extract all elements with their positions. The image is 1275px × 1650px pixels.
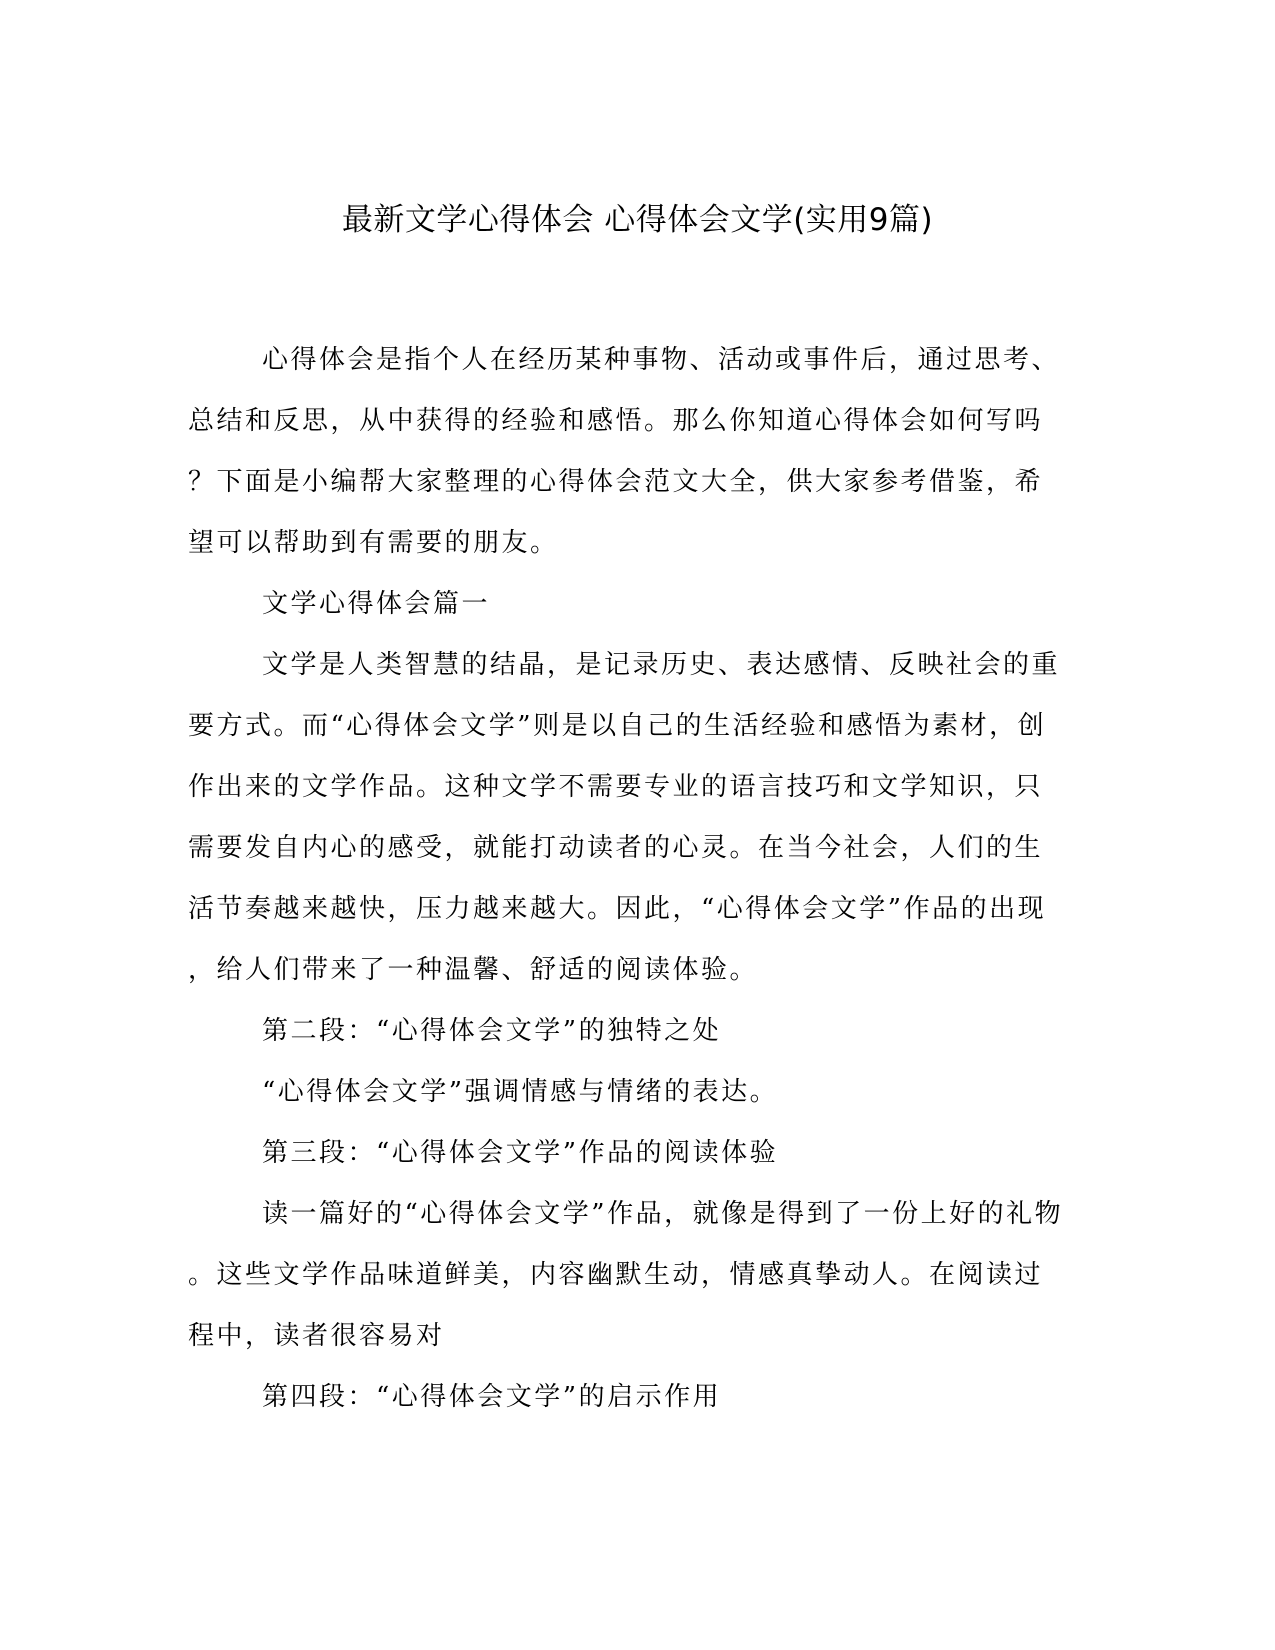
text-line: 第二段：“心得体会文学”的独特之处 [262,1016,722,1046]
intro-paragraph [188,330,1072,574]
subsection-heading [188,1001,1072,1062]
text-line: 。这些文学作品味道鲜美，内容幽默生动，情感真挚动人。在阅读过 [188,1260,1044,1290]
section-heading [188,574,1072,635]
body-paragraph [188,635,1072,1001]
text-line: 望可以帮助到有需要的朋友。 [188,528,559,558]
text-line: 文学是人类智慧的结晶，是记录历史、表达感情、反映社会的重 [262,650,1061,680]
subsection-heading [188,1367,1072,1428]
text-line: 第三段：“心得体会文学”作品的阅读体验 [262,1138,779,1168]
text-line: 活节奏越来越快，压力越来越大。因此，“心得体会文学”作品的出现 [188,894,1047,924]
document-body [188,330,1072,1428]
text-line: 需要发自内心的感受，就能打动读者的心灵。在当今社会，人们的生 [188,833,1044,863]
text-line: 文学心得体会篇一 [262,589,491,619]
text-line: “心得体会文学”强调情感与情绪的表达。 [262,1077,779,1107]
text-line: 要方式。而“心得体会文学”则是以自己的生活经验和感悟为素材，创 [188,711,1047,741]
text-line: 第四段：“心得体会文学”的启示作用 [262,1382,722,1412]
text-line: ，给人们带来了一种温馨、舒适的阅读体验。 [188,955,759,985]
body-paragraph [188,1062,1072,1123]
text-line: 心得体会是指个人在经历某种事物、活动或事件后，通过思考、 [262,345,1061,375]
text-line: 总结和反思，从中获得的经验和感悟。那么你知道心得体会如何写吗 [188,406,1044,436]
subsection-heading [188,1123,1072,1184]
text-line: 程中，读者很容易对 [188,1321,445,1351]
document-title: 最新文学心得体会 心得体会文学(实用9篇) [341,202,934,238]
text-line: 作出来的文学作品。这种文学不需要专业的语言技巧和文学知识，只 [188,772,1044,802]
body-paragraph [188,1184,1072,1367]
text-line: ？下面是小编帮大家整理的心得体会范文大全，供大家参考借鉴，希 [188,467,1044,497]
text-line: 读一篇好的“心得体会文学”作品，就像是得到了一份上好的礼物 [262,1199,1064,1229]
